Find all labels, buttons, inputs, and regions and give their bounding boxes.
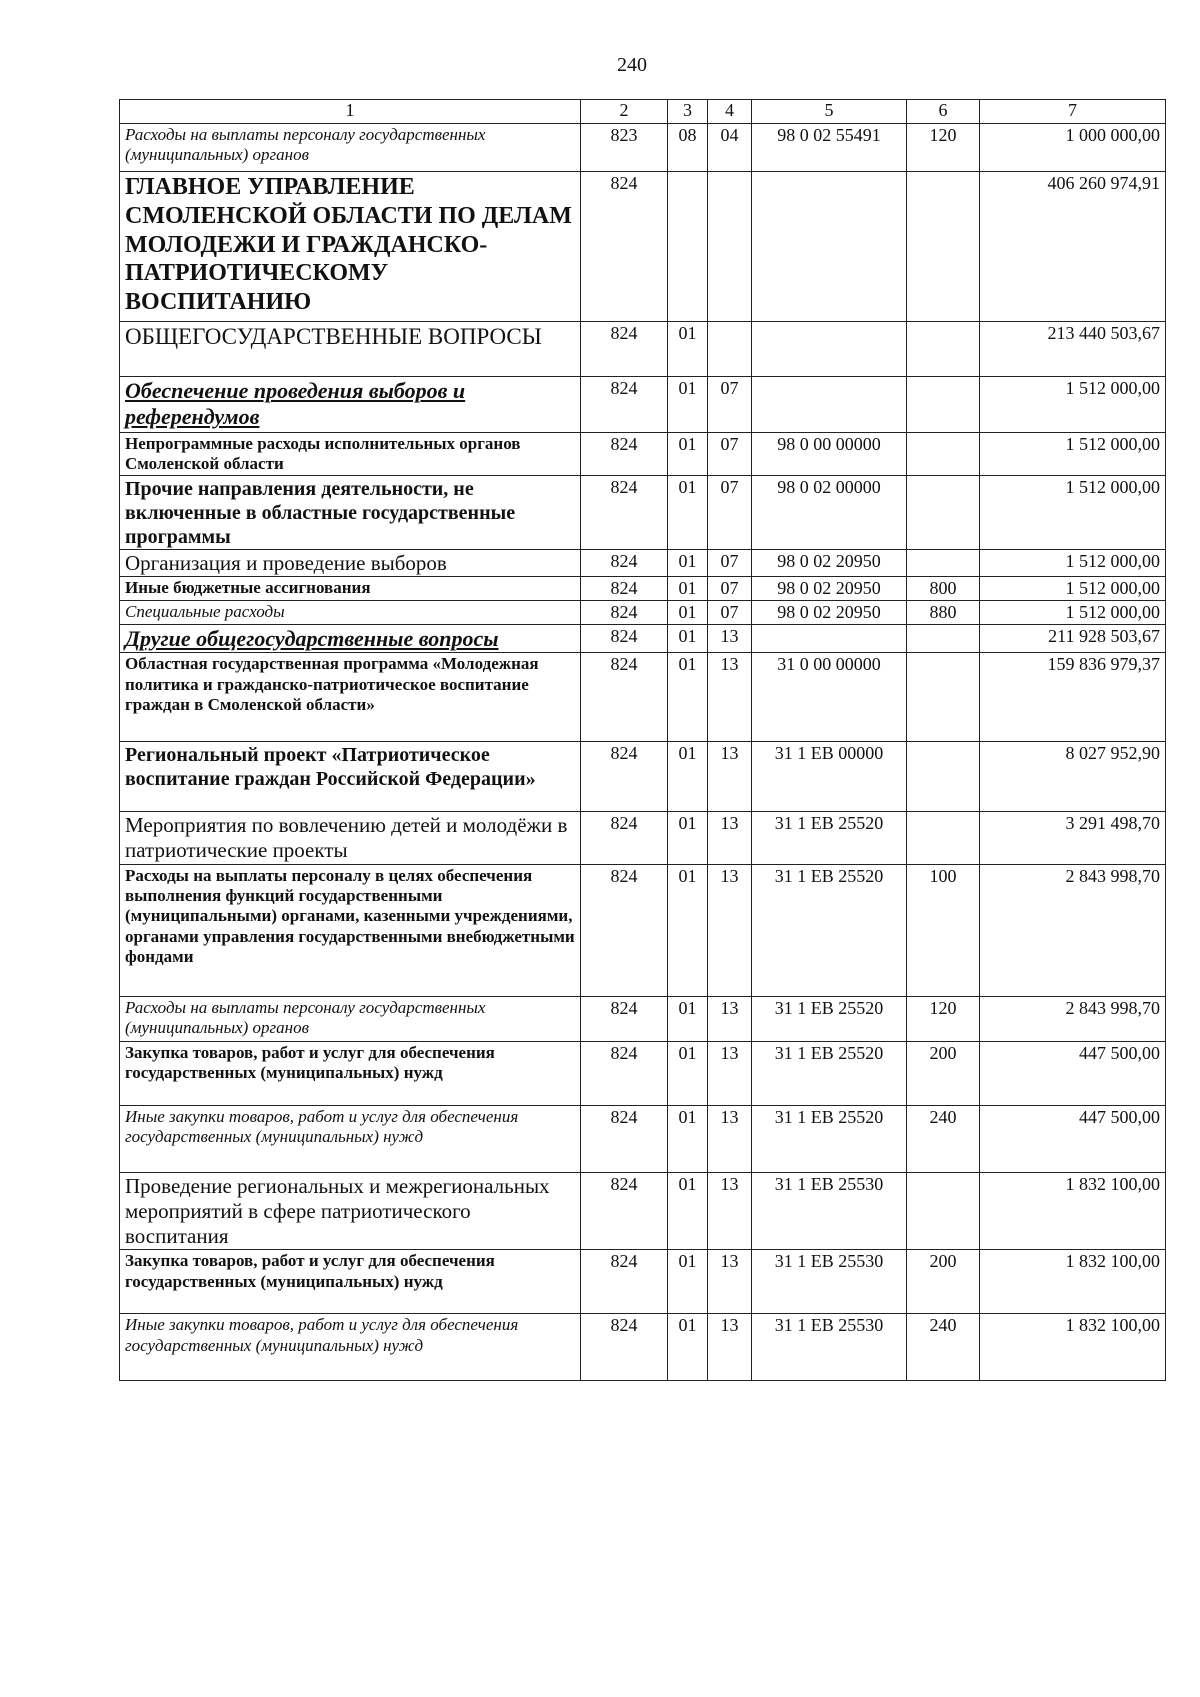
cell-c5	[752, 322, 907, 377]
cell-c6: 240	[907, 1314, 980, 1381]
cell-c2: 823	[581, 124, 668, 172]
cell-c6: 240	[907, 1105, 980, 1172]
cell-c4: 13	[708, 1105, 752, 1172]
cell-c6	[907, 742, 980, 812]
cell-c2: 824	[581, 742, 668, 812]
cell-c6: 100	[907, 864, 980, 996]
cell-c4: 07	[708, 433, 752, 476]
cell-c2: 824	[581, 1250, 668, 1314]
cell-c5: 98 0 02 20950	[752, 577, 907, 601]
cell-c5: 31 1 ЕВ 25520	[752, 864, 907, 996]
cell-amount: 1 832 100,00	[980, 1250, 1166, 1314]
table-row	[120, 1041, 1166, 1105]
cell-c2: 824	[581, 577, 668, 601]
cell-amount: 211 928 503,67	[980, 624, 1166, 652]
row-name: Иные бюджетные ассигнования	[120, 577, 581, 601]
row-name: Закупка товаров, работ и услуг для обеспечения государственных (муниципальных) нужд	[120, 1250, 581, 1314]
row-name: Мероприятия по вовлечению детей и молодёжи в патриотические проекты	[120, 812, 581, 864]
header-col-4: 4	[708, 100, 752, 124]
cell-c6	[907, 322, 980, 377]
table-row	[120, 124, 1166, 172]
cell-c4: 13	[708, 624, 752, 652]
cell-c5	[752, 624, 907, 652]
header-col-6: 6	[907, 100, 980, 124]
row-name: Проведение региональных и межрегиональных мероприятий в сфере патриотического воспитания	[120, 1172, 581, 1250]
row-name: Областная государственная программа «Молодежная политика и гражданско-патриотическое воспитание граждан в Смоленской области»	[120, 653, 581, 742]
header-col-2: 2	[581, 100, 668, 124]
cell-c5: 98 0 00 00000	[752, 433, 907, 476]
cell-c6	[907, 1172, 980, 1250]
cell-c4: 07	[708, 577, 752, 601]
cell-c5: 31 1 ЕВ 25520	[752, 1041, 907, 1105]
header-col-1: 1	[120, 100, 581, 124]
cell-c2: 824	[581, 996, 668, 1041]
table-row	[120, 1314, 1166, 1381]
cell-c3: 01	[668, 577, 708, 601]
row-name: Иные закупки товаров, работ и услуг для обеспечения государственных (муниципальных) нужд	[120, 1105, 581, 1172]
cell-c2: 824	[581, 812, 668, 864]
cell-c6	[907, 624, 980, 652]
cell-c6: 120	[907, 124, 980, 172]
header-col-5: 5	[752, 100, 907, 124]
cell-c5: 31 1 ЕВ 25520	[752, 812, 907, 864]
cell-c2: 824	[581, 476, 668, 550]
cell-c5: 98 0 02 00000	[752, 476, 907, 550]
row-name: ГЛАВНОЕ УПРАВЛЕНИЕ СМОЛЕНСКОЙ ОБЛАСТИ ПО ДЕЛАМ МОЛОДЕЖИ И ГРАЖДАНСКО-ПАТРИОТИЧЕСКОМУ ВОСПИТАНИЮ	[120, 172, 581, 322]
cell-c3: 01	[668, 742, 708, 812]
cell-c4: 13	[708, 1041, 752, 1105]
cell-c3: 01	[668, 1172, 708, 1250]
table-row	[120, 550, 1166, 577]
cell-c5: 31 1 ЕВ 25530	[752, 1172, 907, 1250]
cell-c6	[907, 476, 980, 550]
table-row	[120, 864, 1166, 996]
cell-c5: 98 0 02 20950	[752, 600, 907, 624]
header-row	[120, 100, 1166, 124]
cell-c3: 01	[668, 812, 708, 864]
cell-c3	[668, 172, 708, 322]
cell-c5: 31 1 ЕВ 25520	[752, 1105, 907, 1172]
cell-c6	[907, 812, 980, 864]
cell-c2: 824	[581, 1105, 668, 1172]
cell-amount: 1 832 100,00	[980, 1314, 1166, 1381]
cell-c6	[907, 653, 980, 742]
cell-c3: 01	[668, 322, 708, 377]
cell-c5: 31 1 ЕВ 25530	[752, 1314, 907, 1381]
table-row	[120, 812, 1166, 864]
cell-c6: 200	[907, 1041, 980, 1105]
cell-c6	[907, 377, 980, 433]
cell-c3: 01	[668, 476, 708, 550]
budget-table	[119, 99, 1166, 1381]
table-row	[120, 476, 1166, 550]
cell-c6: 120	[907, 996, 980, 1041]
cell-c2: 824	[581, 172, 668, 322]
cell-c3: 01	[668, 864, 708, 996]
cell-c5: 31 1 ЕВ 00000	[752, 742, 907, 812]
cell-c4: 07	[708, 476, 752, 550]
cell-c5: 98 0 02 20950	[752, 550, 907, 577]
cell-c3: 01	[668, 653, 708, 742]
cell-c4: 13	[708, 996, 752, 1041]
table-row	[120, 624, 1166, 652]
row-name: Обеспечение проведения выборов и референдумов	[120, 377, 581, 433]
cell-c2: 824	[581, 1314, 668, 1381]
cell-amount: 1 512 000,00	[980, 600, 1166, 624]
cell-c5: 31 1 ЕВ 25530	[752, 1250, 907, 1314]
cell-amount: 8 027 952,90	[980, 742, 1166, 812]
header-col-3: 3	[668, 100, 708, 124]
cell-amount: 1 512 000,00	[980, 433, 1166, 476]
row-name: Организация и проведение выборов	[120, 550, 581, 577]
cell-c5: 98 0 02 55491	[752, 124, 907, 172]
table-row	[120, 577, 1166, 601]
cell-amount: 213 440 503,67	[980, 322, 1166, 377]
table-row	[120, 600, 1166, 624]
cell-c4	[708, 322, 752, 377]
cell-c3: 01	[668, 996, 708, 1041]
cell-c2: 824	[581, 322, 668, 377]
cell-c2: 824	[581, 653, 668, 742]
cell-c3: 01	[668, 600, 708, 624]
cell-c5: 31 0 00 00000	[752, 653, 907, 742]
cell-c3: 01	[668, 1314, 708, 1381]
row-name: Прочие направления деятельности, не включенные в областные государственные программы	[120, 476, 581, 550]
cell-c2: 824	[581, 550, 668, 577]
cell-c4: 07	[708, 600, 752, 624]
cell-c6	[907, 172, 980, 322]
header-col-7: 7	[980, 100, 1166, 124]
cell-c4: 13	[708, 812, 752, 864]
row-name: Региональный проект «Патриотическое воспитание граждан Российской Федерации»	[120, 742, 581, 812]
cell-c3: 01	[668, 433, 708, 476]
cell-amount: 406 260 974,91	[980, 172, 1166, 322]
row-name: Закупка товаров, работ и услуг для обеспечения государственных (муниципальных) нужд	[120, 1041, 581, 1105]
cell-amount: 447 500,00	[980, 1041, 1166, 1105]
cell-amount: 447 500,00	[980, 1105, 1166, 1172]
cell-c4: 13	[708, 864, 752, 996]
row-name: Иные закупки товаров, работ и услуг для обеспечения государственных (муниципальных) нужд	[120, 1314, 581, 1381]
cell-c3: 08	[668, 124, 708, 172]
cell-c4: 13	[708, 1250, 752, 1314]
cell-c2: 824	[581, 377, 668, 433]
cell-amount: 1 512 000,00	[980, 476, 1166, 550]
cell-c3: 01	[668, 1250, 708, 1314]
cell-c4: 07	[708, 550, 752, 577]
row-name: Другие общегосударственные вопросы	[120, 624, 581, 652]
cell-c2: 824	[581, 600, 668, 624]
cell-c3: 01	[668, 624, 708, 652]
cell-amount: 1 000 000,00	[980, 124, 1166, 172]
cell-amount: 2 843 998,70	[980, 996, 1166, 1041]
cell-c2: 824	[581, 433, 668, 476]
cell-c3: 01	[668, 550, 708, 577]
cell-c2: 824	[581, 1172, 668, 1250]
cell-c4	[708, 172, 752, 322]
cell-amount: 1 512 000,00	[980, 577, 1166, 601]
cell-amount: 159 836 979,37	[980, 653, 1166, 742]
table-row	[120, 996, 1166, 1041]
page-number: 240	[617, 54, 647, 76]
table-row	[120, 653, 1166, 742]
table-row	[120, 1172, 1166, 1250]
table-row	[120, 172, 1166, 322]
table-row	[120, 322, 1166, 377]
row-name: Непрограммные расходы исполнительных органов Смоленской области	[120, 433, 581, 476]
cell-c5	[752, 377, 907, 433]
table-row	[120, 1105, 1166, 1172]
row-name: ОБЩЕГОСУДАРСТВЕННЫЕ ВОПРОСЫ	[120, 322, 581, 377]
table-row	[120, 377, 1166, 433]
cell-c3: 01	[668, 377, 708, 433]
cell-c4: 04	[708, 124, 752, 172]
table-row	[120, 1250, 1166, 1314]
cell-c6	[907, 433, 980, 476]
row-name: Расходы на выплаты персоналу государственных (муниципальных) органов	[120, 996, 581, 1041]
cell-c2: 824	[581, 1041, 668, 1105]
cell-c4: 13	[708, 742, 752, 812]
cell-c4: 13	[708, 1314, 752, 1381]
table-row	[120, 742, 1166, 812]
table-row	[120, 433, 1166, 476]
cell-c4: 13	[708, 1172, 752, 1250]
row-name: Расходы на выплаты персоналу государственных (муниципальных) органов	[120, 124, 581, 172]
cell-amount: 1 512 000,00	[980, 550, 1166, 577]
cell-c3: 01	[668, 1105, 708, 1172]
cell-c2: 824	[581, 624, 668, 652]
cell-amount: 1 832 100,00	[980, 1172, 1166, 1250]
cell-c3: 01	[668, 1041, 708, 1105]
cell-c4: 07	[708, 377, 752, 433]
cell-amount: 2 843 998,70	[980, 864, 1166, 996]
cell-c5	[752, 172, 907, 322]
cell-c6: 880	[907, 600, 980, 624]
cell-c4: 13	[708, 653, 752, 742]
cell-amount: 3 291 498,70	[980, 812, 1166, 864]
cell-c6: 200	[907, 1250, 980, 1314]
cell-c2: 824	[581, 864, 668, 996]
cell-c5: 31 1 ЕВ 25520	[752, 996, 907, 1041]
row-name: Специальные расходы	[120, 600, 581, 624]
cell-amount: 1 512 000,00	[980, 377, 1166, 433]
cell-c6: 800	[907, 577, 980, 601]
table-body	[120, 124, 1166, 1381]
cell-c6	[907, 550, 980, 577]
row-name: Расходы на выплаты персоналу в целях обеспечения выполнения функций государственными (муниципальными) органами, казенными учреждениями, органами управления государственными внебюджетными фондами	[120, 864, 581, 996]
